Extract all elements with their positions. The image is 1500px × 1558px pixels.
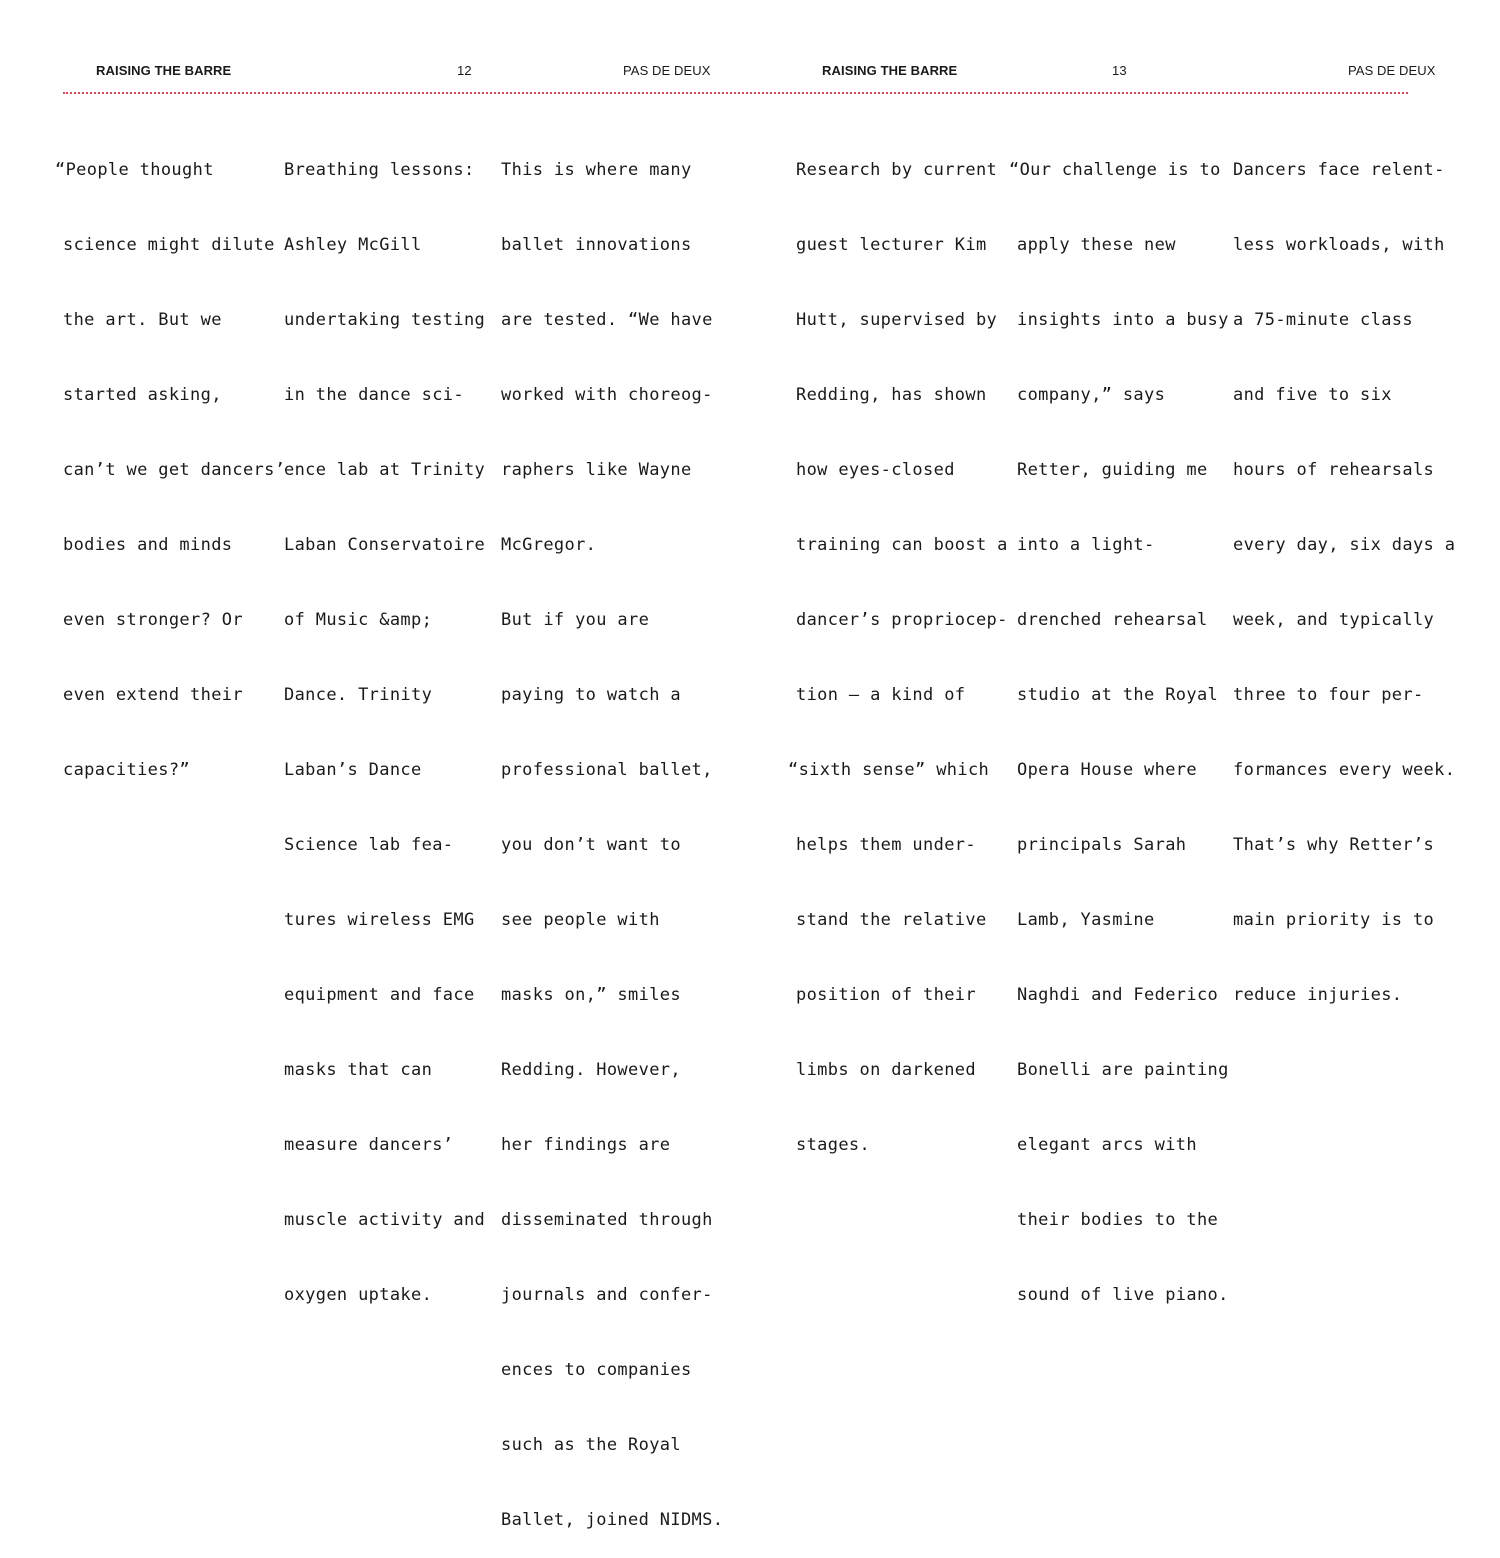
text-line: science might dilute [63, 235, 275, 255]
text-line: Breathing lessons: [284, 160, 475, 180]
text-line: But if you are [501, 610, 650, 630]
text-line: her findings are [501, 1135, 671, 1155]
text-column-2 [284, 108, 485, 1333]
text-line: in the dance sci- [284, 385, 464, 405]
text-line: stages. [796, 1135, 871, 1155]
text-column-3 [501, 108, 723, 1558]
text-line: paying to watch a [501, 685, 681, 705]
text-line: Opera House where [1017, 760, 1197, 780]
text-line: Retter, guiding me [1017, 460, 1208, 480]
text-line: less workloads, with [1233, 235, 1445, 255]
text-line: professional ballet, [501, 760, 713, 780]
text-line: disseminated through [501, 1210, 713, 1230]
text-line: equipment and face [284, 985, 475, 1005]
text-line: Lamb, Yasmine [1017, 910, 1155, 930]
text-line: can’t we get dancers’ [63, 460, 286, 480]
text-line: how eyes-closed [796, 460, 955, 480]
text-line: “People thought [55, 160, 214, 180]
text-line: and five to six [1233, 385, 1392, 405]
text-line: Laban’s Dance [284, 760, 422, 780]
text-line: masks on,” smiles [501, 985, 681, 1005]
text-line: you don’t want to [501, 835, 681, 855]
text-line: apply these new [1017, 235, 1176, 255]
text-line: their bodies to the [1017, 1210, 1219, 1230]
text-line: Naghdi and Federico [1017, 985, 1219, 1005]
text-line: Research by current [796, 160, 998, 180]
text-line: worked with choreog- [501, 385, 713, 405]
text-line: even extend their [63, 685, 243, 705]
text-line: company,” says [1017, 385, 1166, 405]
text-line: Ashley McGill [284, 235, 422, 255]
text-line: drenched rehearsal [1017, 610, 1208, 630]
text-line: “sixth sense” which [788, 760, 990, 780]
text-line: Science lab fea- [284, 835, 454, 855]
text-line: This is where many [501, 160, 692, 180]
text-line: insights into a busy [1017, 310, 1229, 330]
text-line: every day, six days a [1233, 535, 1456, 555]
text-line: ence lab at Trinity [284, 460, 486, 480]
text-line: ences to companies [501, 1360, 692, 1380]
text-line: even stronger? Or [63, 610, 243, 630]
left-page-number: 12 [457, 63, 472, 78]
text-line: bodies and minds [63, 535, 233, 555]
text-line: oxygen uptake. [284, 1285, 433, 1305]
right-page-number: 13 [1112, 63, 1127, 78]
text-line: Ballet, joined NIDMS. [501, 1510, 724, 1530]
text-line: started asking, [63, 385, 222, 405]
text-line: of Music &amp; [284, 610, 433, 630]
text-line: ballet innovations [501, 235, 692, 255]
text-line: stand the relative [796, 910, 987, 930]
text-line: muscle activity and [284, 1210, 486, 1230]
text-column-6 [1233, 108, 1455, 1033]
text-column-5 [1009, 108, 1229, 1333]
right-page-running-title: RAISING THE BARRE [822, 63, 958, 78]
text-line: position of their [796, 985, 976, 1005]
text-line: tion – a kind of [796, 685, 966, 705]
text-line: three to four per- [1233, 685, 1424, 705]
text-line: helps them under- [796, 835, 976, 855]
text-line: into a light- [1017, 535, 1155, 555]
text-line: see people with [501, 910, 660, 930]
text-line: principals Sarah [1017, 835, 1187, 855]
text-line: masks that can [284, 1060, 433, 1080]
text-line: raphers like Wayne [501, 460, 692, 480]
text-line: are tested. “We have [501, 310, 713, 330]
text-line: measure dancers’ [284, 1135, 454, 1155]
text-line: week, and typically [1233, 610, 1435, 630]
text-line: “Our challenge is to [1009, 160, 1221, 180]
text-line: That’s why Retter’s [1233, 835, 1435, 855]
text-line: Bonelli are painting [1017, 1060, 1229, 1080]
text-line: limbs on darkened [796, 1060, 976, 1080]
text-line: Redding, has shown [796, 385, 987, 405]
right-page-section-label: PAS DE DEUX [1348, 63, 1436, 78]
text-line: Hutt, supervised by [796, 310, 998, 330]
text-line: guest lecturer Kim [796, 235, 987, 255]
text-line: Dance. Trinity [284, 685, 433, 705]
text-line: sound of live piano. [1017, 1285, 1229, 1305]
text-column-4 [788, 108, 1008, 1183]
text-line: capacities?” [63, 760, 191, 780]
text-line: undertaking testing [284, 310, 486, 330]
dotted-header-divider [63, 92, 1408, 94]
text-column-1 [55, 108, 286, 808]
text-line: training can boost a [796, 535, 1008, 555]
text-line: main priority is to [1233, 910, 1435, 930]
text-line: studio at the Royal [1017, 685, 1219, 705]
text-line: the art. But we [63, 310, 222, 330]
text-line: reduce injuries. [1233, 985, 1403, 1005]
left-page-running-title: RAISING THE BARRE [96, 63, 232, 78]
text-line: dancer’s propriocep- [796, 610, 1008, 630]
text-line: McGregor. [501, 535, 597, 555]
text-line: Dancers face relent- [1233, 160, 1445, 180]
text-line: such as the Royal [501, 1435, 681, 1455]
text-line: a 75-minute class [1233, 310, 1413, 330]
text-line: journals and confer- [501, 1285, 713, 1305]
text-line: Laban Conservatoire [284, 535, 486, 555]
text-line: formances every week. [1233, 760, 1456, 780]
text-line: hours of rehearsals [1233, 460, 1435, 480]
text-line: Redding. However, [501, 1060, 681, 1080]
left-page-section-label: PAS DE DEUX [623, 63, 711, 78]
text-line: tures wireless EMG [284, 910, 475, 930]
text-line: elegant arcs with [1017, 1135, 1197, 1155]
